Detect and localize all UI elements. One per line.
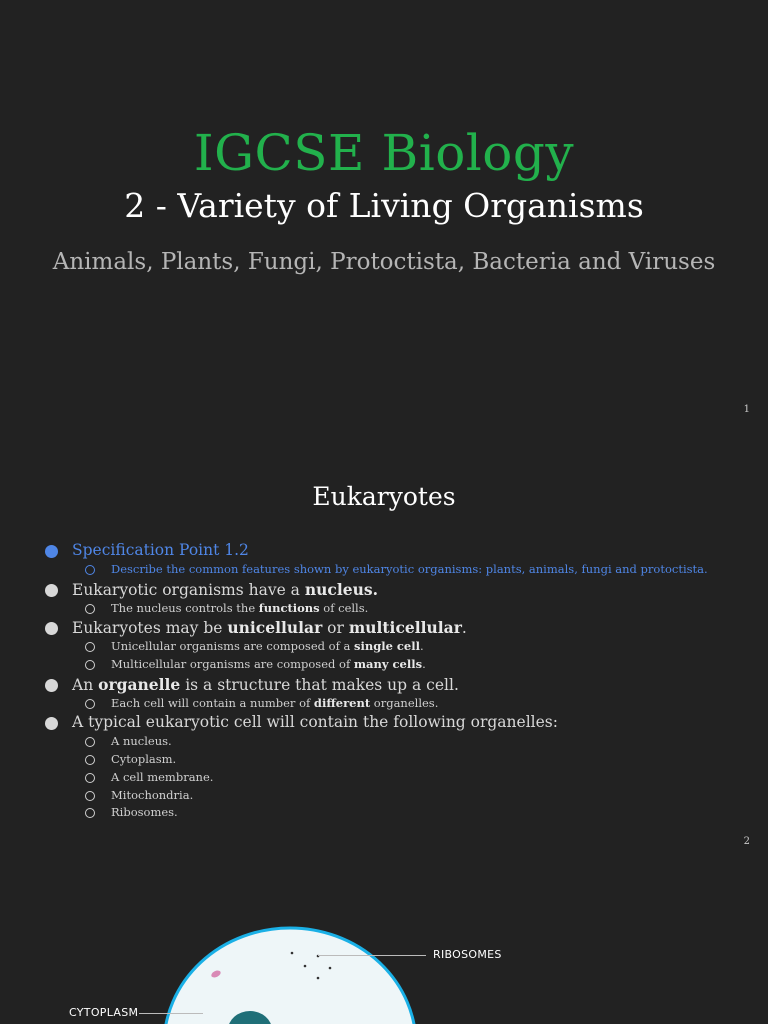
ribosome-dot [329, 967, 332, 970]
sub-bullet-ring-icon [85, 737, 95, 747]
sub-bullet-ring-icon [85, 604, 95, 614]
label-cytoplasm: CYTOPLASM [69, 1006, 139, 1019]
label-ribosomes: RIBOSOMES [433, 948, 502, 961]
bullet-dot-icon [45, 622, 58, 635]
sub-bullet-ring-icon [85, 699, 95, 709]
sub-bullet-organelle: Mitochondria. [0, 787, 768, 805]
bullet-typical-cell: A typical eukaryotic cell will contain the following organelles: [0, 712, 768, 733]
bullet-cellularity: Eukaryotes may be unicellular or multicellular. [0, 617, 768, 638]
sub-bullet-ring-icon [85, 642, 95, 652]
bullet-list [0, 540, 768, 822]
ribosome-dot [304, 965, 307, 968]
bullet-dot-icon [45, 679, 58, 692]
page-number: 1 [743, 404, 750, 415]
sub-bullet-unicellular: Unicellular organisms are composed of a single cell. [0, 638, 768, 656]
slide-tagline: Animals, Plants, Fungi, Protoctista, Bacteria and Viruses [52, 249, 716, 275]
animal-cell-diagram [0, 855, 768, 1024]
ribosome-dot [291, 952, 294, 955]
bullet-dot-icon [45, 717, 58, 730]
sub-bullet-organelle: Ribosomes. [0, 804, 768, 822]
slide-title: Eukaryotes [312, 482, 456, 511]
sub-bullet-ring-icon [85, 565, 95, 575]
bullet-nucleus: Eukaryotic organisms have a nucleus. [0, 579, 768, 600]
sub-bullet-ring-icon [85, 791, 95, 801]
sub-bullet-ring-icon [85, 755, 95, 765]
slide-title: IGCSE Biology [193, 124, 575, 182]
bullet-spec-point: Specification Point 1.2 [0, 540, 768, 561]
sub-bullet-nucleus-functions: The nucleus controls the functions of cells. [0, 600, 768, 618]
sub-bullet-spec-desc: Describe the common features shown by eukaryotic organisms: plants, animals, fungi and protoctista. [0, 561, 768, 579]
ribosomes-leader-line [318, 955, 426, 956]
sub-bullet-organelle: A cell membrane. [0, 769, 768, 787]
title-slide [0, 0, 768, 430]
sub-bullet-ring-icon [85, 808, 95, 818]
slide-subtitle: 2 - Variety of Living Organisms [124, 186, 644, 225]
bullet-organelle: An organelle is a structure that makes up a cell. [0, 674, 768, 695]
cytoplasm-leader-line [139, 1013, 203, 1014]
bullet-dot-icon [45, 545, 58, 558]
sub-bullet-multicellular: Multicellular organisms are composed of many cells. [0, 656, 768, 674]
bullet-dot-icon [45, 584, 58, 597]
cell-membrane [164, 928, 416, 1024]
sub-bullet-ring-icon [85, 660, 95, 670]
cell-diagram-slide [0, 855, 768, 1024]
sub-bullet-ring-icon [85, 773, 95, 783]
page-number: 2 [743, 836, 750, 847]
eukaryotes-slide [0, 430, 768, 855]
ribosome-dot [317, 977, 320, 980]
sub-bullet-different-organelles: Each cell will contain a number of different organelles. [0, 695, 768, 713]
sub-bullet-organelle: Cytoplasm. [0, 751, 768, 769]
sub-bullet-organelle: A nucleus. [0, 733, 768, 751]
